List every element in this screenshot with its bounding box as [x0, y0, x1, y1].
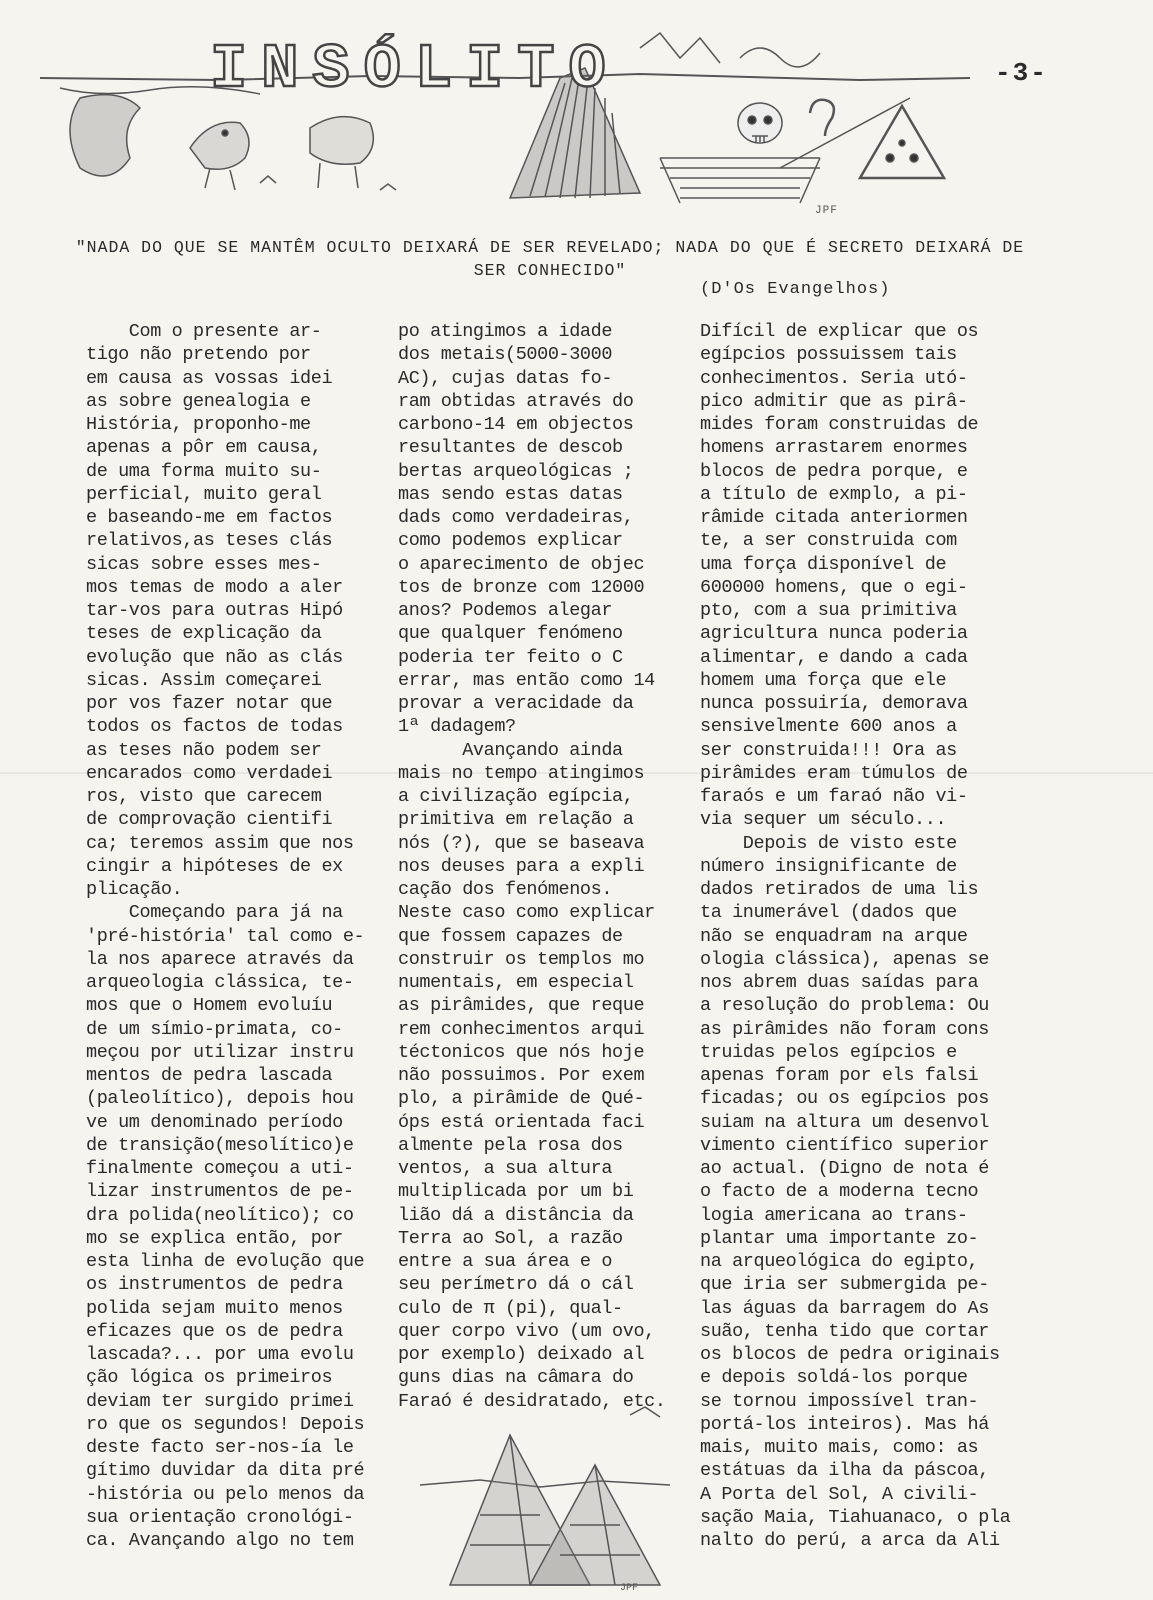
header-title: INSÓLITO	[210, 34, 620, 105]
text-line: que fossem capazes de	[398, 925, 623, 947]
text-line: faraós e um faraó não vi-	[700, 786, 968, 807]
text-line: uma força disponível de	[700, 553, 947, 575]
text-line: plo, a pirâmide de Qué-	[398, 1088, 645, 1110]
text-line: que qualquer fenómeno	[398, 623, 623, 645]
text-line: 'pré-história' tal como e-	[86, 925, 365, 947]
text-line: ao actual. (Digno de nota é	[700, 1158, 989, 1179]
text-line: evolução que não as clás	[86, 646, 343, 668]
text-line: rem conhecimentos arqui	[398, 1018, 645, 1040]
text-line: anos? Podemos alegar	[398, 600, 613, 621]
text-line: ficadas; ou os egípcios pos	[700, 1088, 989, 1110]
text-line: plantar uma importante zo-	[700, 1227, 979, 1249]
text-line: a resolução do problema: Ou	[700, 995, 989, 1017]
text-line: râmide citada anteriormen	[700, 507, 968, 528]
text-line: dads como verdadeiras,	[398, 507, 634, 528]
text-line: poderia ter feito o C	[398, 646, 623, 668]
text-line: culo de π (pi), qual-	[398, 1297, 623, 1319]
text-line: mos temas de modo a aler	[86, 576, 343, 598]
text-line: que iria ser submergida pe-	[700, 1274, 989, 1296]
text-line: ca. Avançando algo no tem	[86, 1530, 354, 1551]
text-line: sua orientação cronológi-	[86, 1506, 354, 1528]
text-line: Faraó é desidratado, etc.	[398, 1390, 666, 1412]
text-line: ro que os segundos! Depois	[86, 1413, 365, 1435]
text-line: vimento científico superior	[700, 1134, 989, 1156]
text-line: sensivelmente 600 anos a	[700, 716, 957, 738]
text-line: polida sejam muito menos	[86, 1297, 343, 1319]
text-line: nunca possuiría, demorava	[700, 693, 968, 714]
text-line: ve um denominado período	[86, 1111, 343, 1133]
text-line: guns dias na câmara do	[398, 1367, 634, 1389]
text-line: cação dos fenómenos.	[398, 879, 613, 900]
text-line: errar, mas então como 14	[398, 669, 655, 691]
text-line: Depois de visto este	[700, 832, 957, 854]
text-line: lizar instrumentos de pe-	[86, 1181, 354, 1203]
text-line: homem uma força que ele	[700, 669, 947, 691]
text-line: deviam ter surgido primei	[86, 1390, 354, 1412]
text-line: primitiva em relação a	[398, 809, 634, 831]
text-column-1	[86, 320, 406, 1552]
text-line: de um símio-primata, co-	[86, 1018, 343, 1040]
text-line: óps está orientada faci	[398, 1111, 645, 1133]
text-line: finalmente começou a uti-	[86, 1158, 354, 1179]
text-line: por vos fazer notar que	[86, 693, 333, 714]
text-line: mais no tempo atingimos	[398, 762, 645, 784]
text-line: las águas da barragem do As	[700, 1297, 989, 1319]
text-line: o aparecimento de objec	[398, 553, 645, 575]
text-line: ros, visto que carecem	[86, 786, 322, 807]
text-line: tos de bronze com 12000	[398, 576, 645, 598]
text-line: po atingimos a idade	[398, 321, 613, 342]
text-line: como podemos explicar	[398, 530, 623, 552]
text-line: mides foram construidas de	[700, 414, 979, 435]
text-line: as sobre genealogia e	[86, 390, 311, 412]
text-line: Avançando ainda	[398, 739, 623, 761]
text-line: Com o presente ar-	[86, 321, 322, 342]
text-line: pirâmides eram túmulos de	[700, 762, 968, 784]
text-line: e depois soldá-los porque	[700, 1367, 968, 1389]
text-line: eficazes que os de pedra	[86, 1320, 343, 1342]
text-line: os blocos de pedra originais	[700, 1344, 1000, 1365]
text-line: número insignificante de	[700, 855, 957, 877]
text-line: entre a sua área e o	[398, 1251, 613, 1272]
text-line: carbono-14 em objectos	[398, 414, 634, 435]
text-line: relativos,as teses clás	[86, 530, 333, 552]
text-line: Começando para já na	[86, 902, 343, 924]
text-line: suão, tenha tido que cortar	[700, 1320, 989, 1342]
text-line: logia americana ao trans-	[700, 1204, 968, 1226]
text-line: blocos de pedra porque, e	[700, 460, 968, 482]
text-line: ta inumerável (dados que	[700, 902, 957, 924]
text-line: todos os factos de todas	[86, 716, 343, 738]
text-line: ca; teremos assim que nos	[86, 832, 354, 854]
text-line: -história ou pelo menos da	[86, 1483, 365, 1505]
text-line: bertas arqueológicas ;	[398, 460, 634, 482]
text-line: Difícil de explicar que os	[700, 321, 979, 342]
text-line: ologia clássica), apenas se	[700, 948, 989, 970]
text-line: pico admitir que as pirâ-	[700, 390, 968, 412]
text-column-3	[700, 320, 1040, 1552]
text-line: de transição(mesolítico)e	[86, 1134, 354, 1156]
epigraph-source: (D'Os Evangelhos)	[700, 280, 891, 299]
text-line: tigo não pretendo por	[86, 344, 311, 366]
text-line: perficial, muito geral	[86, 483, 322, 505]
text-line: téctonicos que nós hoje	[398, 1041, 645, 1063]
text-line: e baseando-me em factos	[86, 507, 333, 528]
page-number: -3-	[995, 58, 1048, 88]
text-line: provar a veracidade da	[398, 693, 634, 714]
text-line: deste facto ser-nos-ía le	[86, 1437, 354, 1458]
text-line: teses de explicação da	[86, 623, 322, 645]
text-line: agricultura nunca poderia	[700, 623, 968, 645]
text-line: mo se explica então, por	[86, 1227, 343, 1249]
text-line: encarados como verdadei	[86, 762, 333, 784]
text-line: A Porta del Sol, A civili-	[700, 1483, 979, 1505]
text-line: apenas foram por els falsi	[700, 1065, 979, 1086]
text-line: as pirâmides, que reque	[398, 995, 645, 1017]
text-line: multiplicada por um bi	[398, 1181, 634, 1203]
text-line: truidas pelos egípcios e	[700, 1041, 957, 1063]
text-line: as teses não podem ser	[86, 739, 322, 761]
text-line: estátuas da ilha da páscoa,	[700, 1460, 989, 1482]
text-line: não se enquadram na arque	[700, 925, 968, 947]
text-line: em causa as vossas idei	[86, 367, 333, 389]
text-line: mas sendo estas datas	[398, 483, 623, 505]
text-line: lião dá a distância da	[398, 1204, 634, 1226]
text-line: tar-vos para outras Hipó	[86, 600, 343, 621]
text-line: dos metais(5000-3000	[398, 344, 613, 366]
text-line: a título de exmplo, a pi-	[700, 483, 968, 505]
text-line: egípcios possuissem tais	[700, 344, 957, 366]
text-line: ventos, a sua altura	[398, 1158, 613, 1179]
text-line: nos deuses para a expli	[398, 855, 645, 877]
epigraph-quote: "NADA DO QUE SE MANTÊM OCULTO DEIXARÁ DE SER REVELADO; NADA DO QUE É SECRETO DEIXARÁ DE SER CONHECIDO"	[75, 238, 1025, 280]
text-line: sação Maia, Tiahuanaco, o pla	[700, 1506, 1011, 1528]
text-line: la nos aparece através da	[86, 948, 354, 970]
text-line: dra polida(neolítico); co	[86, 1204, 354, 1226]
text-line: ser construida!!! Ora as	[700, 739, 957, 761]
text-line: Neste caso como explicar	[398, 902, 655, 924]
text-line: nos abrem duas saídas para	[700, 972, 979, 993]
text-line: as pirâmides não foram cons	[700, 1018, 989, 1040]
text-line: seu perímetro dá o cál	[398, 1274, 634, 1296]
text-line: apenas a pôr em causa,	[86, 437, 322, 459]
text-line: dados retirados de uma lis	[700, 879, 979, 900]
text-line: 1ª dadagem?	[398, 716, 516, 738]
text-line: nalto do perú, a arca da Ali	[700, 1530, 1000, 1551]
text-line: por exemplo) deixado al	[398, 1344, 645, 1365]
text-line: homens arrastarem enormes	[700, 437, 968, 459]
text-line: sicas sobre esses mes-	[86, 553, 322, 575]
text-line: não possuimos. Por exem	[398, 1065, 645, 1086]
text-line: na arqueológica do egipto,	[700, 1251, 979, 1272]
text-line: cingir a hipóteses de ex	[86, 855, 343, 877]
text-line: AC), cujas datas fo-	[398, 367, 613, 389]
text-line: meçou por utilizar instru	[86, 1041, 354, 1063]
text-line: plicação.	[86, 879, 183, 900]
text-line: lascada?... por uma evolu	[86, 1344, 354, 1365]
text-line: portá-los inteiros). Mas há	[700, 1413, 989, 1435]
text-line: quer corpo vivo (um ovo,	[398, 1320, 655, 1342]
text-line: nós (?), que se baseava	[398, 832, 645, 854]
text-line: 600000 homens, que o egi-	[700, 576, 968, 598]
text-line: se tornou impossível tran-	[700, 1390, 979, 1412]
text-line: conhecimentos. Seria utó-	[700, 367, 968, 389]
text-line: de uma forma muito su-	[86, 460, 322, 482]
text-line: ção lógica os primeiros	[86, 1367, 333, 1389]
text-line: a civilização egípcia,	[398, 786, 634, 807]
text-line: (paleolítico), depois hou	[86, 1088, 354, 1110]
text-line: alimentar, e dando a cada	[700, 646, 968, 668]
text-line: pto, com a sua primitiva	[700, 600, 957, 621]
text-line: gítimo duvidar da dita pré	[86, 1460, 365, 1482]
pyramids-illustration	[420, 1395, 670, 1595]
text-line: os instrumentos de pedra	[86, 1274, 343, 1296]
text-line: o facto de a moderna tecno	[700, 1181, 979, 1203]
text-line: sicas. Assim começarei	[86, 669, 322, 691]
text-line: te, a ser construida com	[700, 530, 957, 552]
text-line: arqueologia clássica, te-	[86, 972, 354, 993]
text-line: suiam na altura um desenvol	[700, 1111, 989, 1133]
artist-signature: JPF	[815, 205, 838, 217]
text-line: almente pela rosa dos	[398, 1134, 623, 1156]
text-line: esta linha de evolução que	[86, 1251, 365, 1272]
text-line: mos que o Homem evoluíu	[86, 995, 333, 1017]
text-line: construir os templos mo	[398, 948, 645, 970]
text-column-2	[398, 320, 698, 1413]
text-line: História, proponho-me	[86, 414, 311, 435]
pyramids-signature: JPF	[620, 1583, 639, 1594]
text-line: mais, muito mais, como: as	[700, 1437, 979, 1458]
text-line: de comprovação cientifi	[86, 809, 333, 831]
text-line: via sequer um século...	[700, 809, 947, 831]
header-illustration	[40, 18, 970, 218]
text-line: numentais, em especial	[398, 972, 634, 993]
text-line: mentos de pedra lascada	[86, 1065, 333, 1086]
text-line: ram obtidas através do	[398, 390, 634, 412]
text-line: Terra ao Sol, a razão	[398, 1227, 623, 1249]
text-line: resultantes de descob	[398, 437, 623, 459]
